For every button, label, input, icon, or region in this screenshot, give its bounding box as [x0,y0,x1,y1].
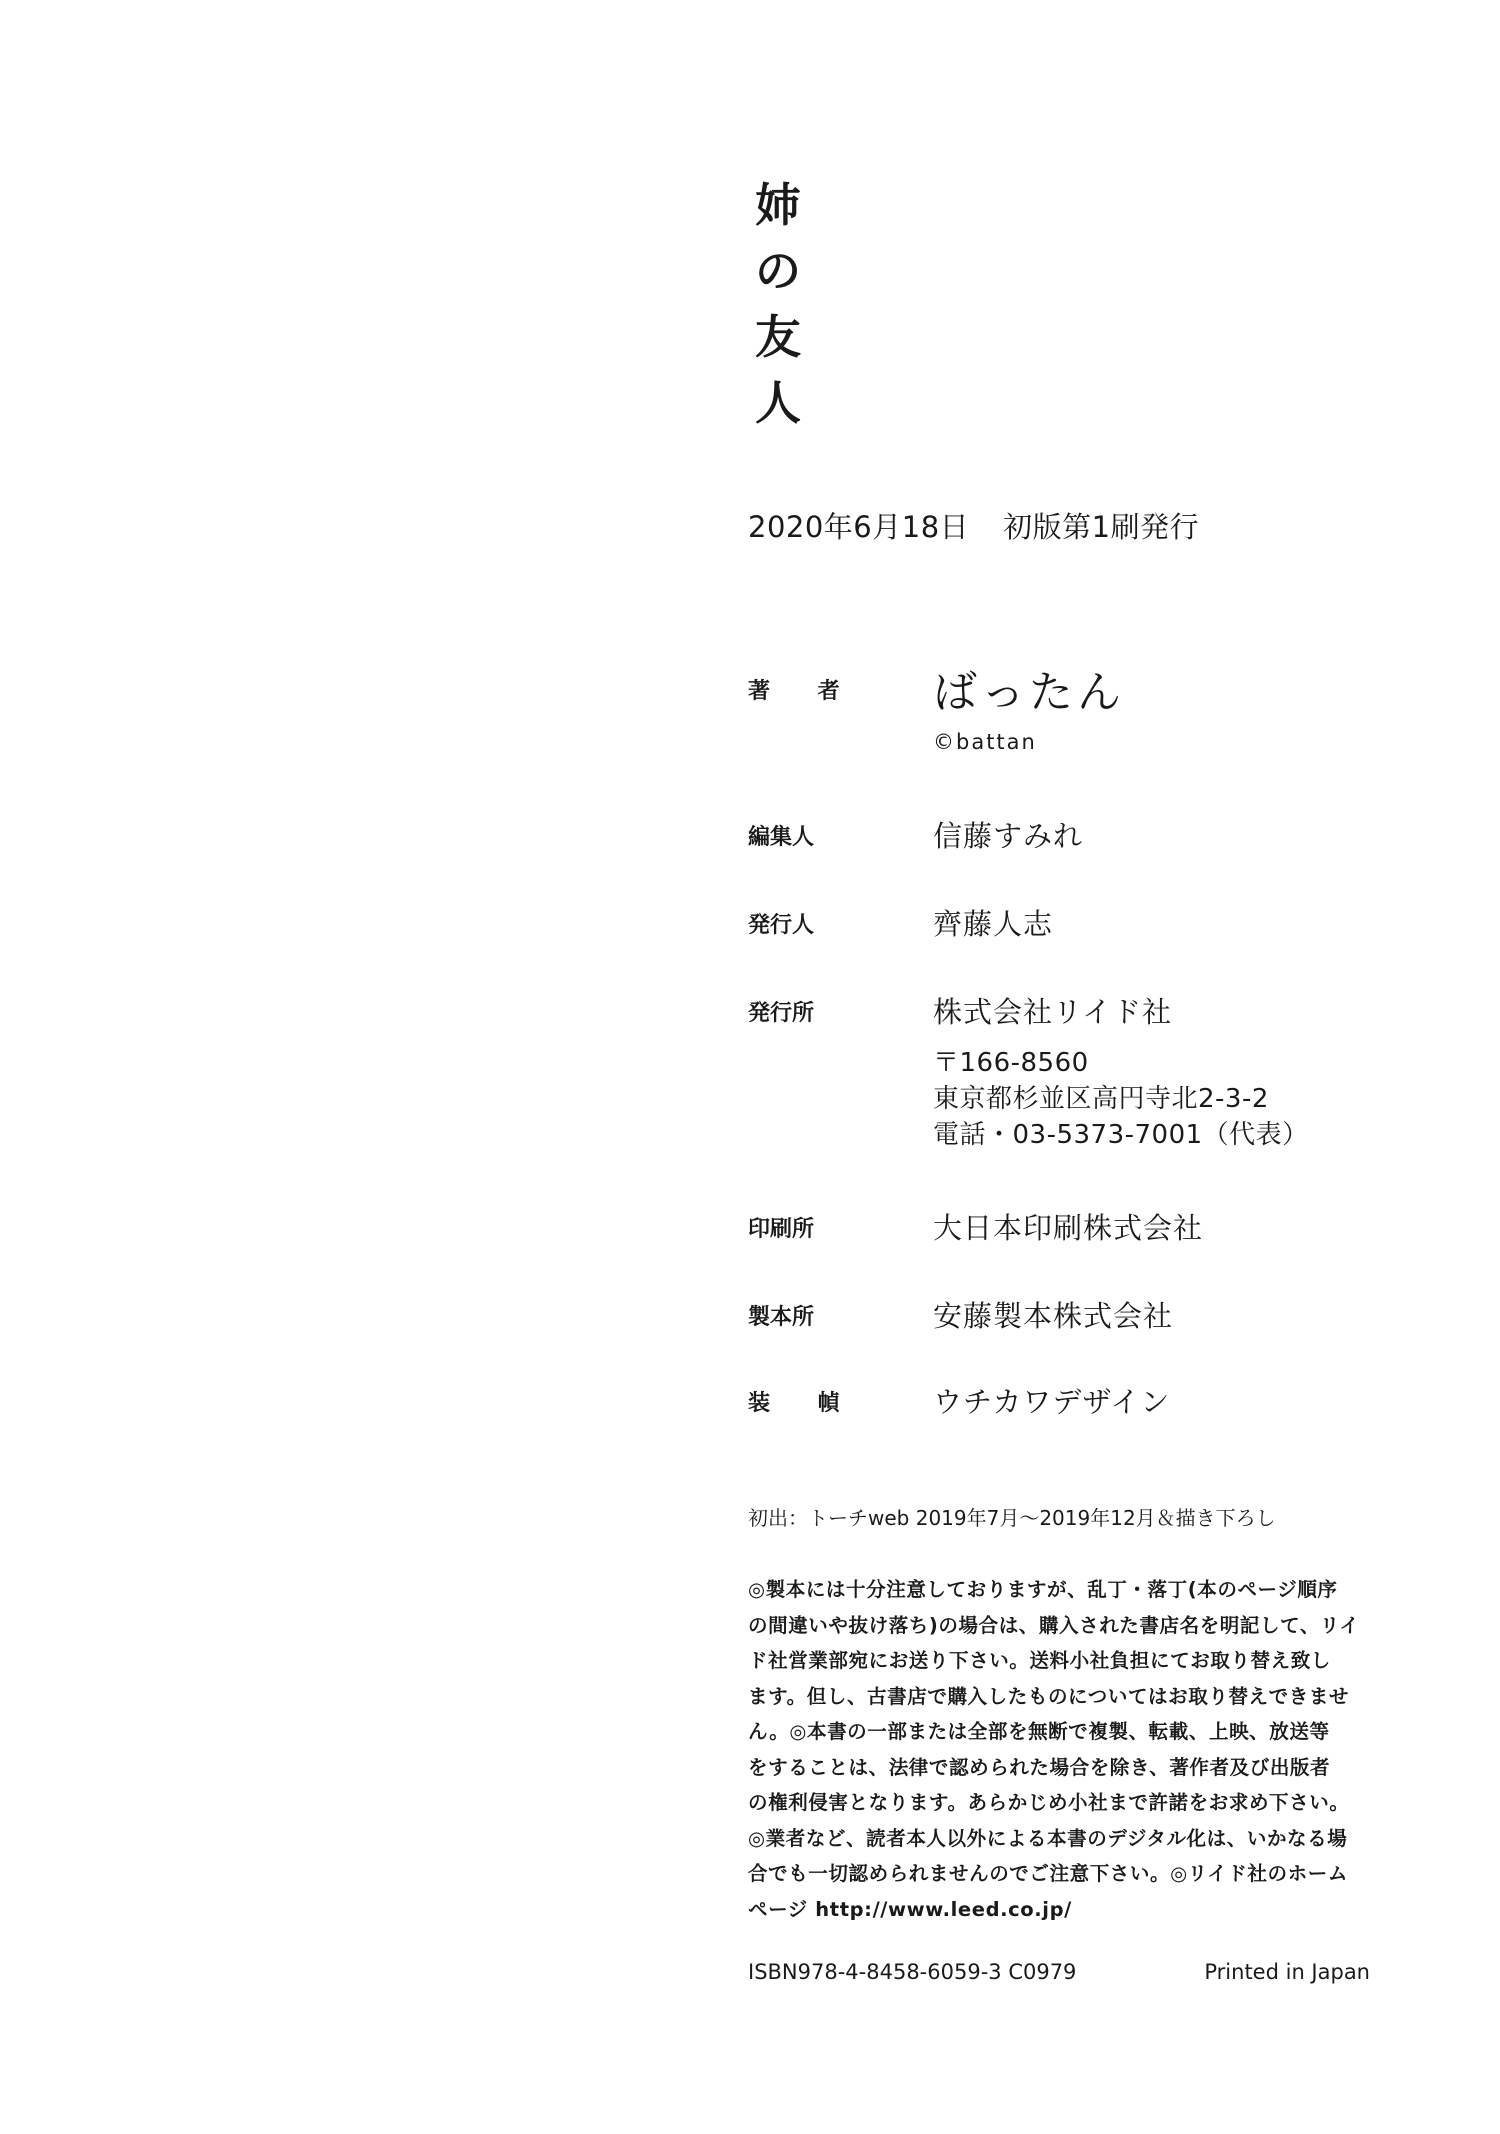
author-label: 著 者 [748,679,860,704]
notice-line: の権利侵害となります。あらかじめ小社まで許諾をお求め下さい。 [748,1791,1350,1814]
title-char: 友 [755,310,801,364]
notice-line: ます。但し、古書店で購入したものについてはお取り替えできませ [748,1684,1350,1708]
book-title [748,172,808,436]
binder-name: 安藤製本株式会社 [933,1299,1174,1333]
editor-name: 信藤すみれ [933,819,1084,853]
notice-line: ◎業者など、読者本人以外による本書のデジタル化は、いかなる場 [748,1826,1348,1850]
notice-line: の間違いや抜け落ち)の場合は、購入された書店名を明記して、リイ [748,1613,1360,1637]
design-name: ウチカワデザイン [933,1385,1171,1419]
edition-text: 初版第1刷発行 [1003,510,1200,544]
notice-line: ページ http://www.leed.co.jp/ [748,1897,1072,1921]
edition-date: 2020年6月18日 [748,510,970,544]
printer-label: 印刷所 [748,1217,815,1242]
binder-label: 製本所 [748,1305,815,1330]
isbn: ISBN978-4-8458-6059-3 C0979 [748,1960,1077,1984]
printed-in: Printed in Japan [1204,1960,1370,1984]
author-copyright: ©battan [933,730,1037,754]
notice-line: をすることは、法律で認められた場合を除き、著作者及び出版者 [748,1755,1331,1779]
publisher-address: 東京都杉並区高円寺北2-3-2 [933,1084,1269,1114]
publisher-label: 発行所 [748,1001,815,1026]
publisher-name: 株式会社リイド社 [933,995,1173,1029]
publisher-postal: 〒166-8560 [933,1048,1089,1078]
notice-line: ◎製本には十分注意しておりますが、乱丁・落丁(本のページ順序 [748,1578,1338,1601]
title-char: の [755,244,801,298]
legal-notice [748,1572,1373,1927]
notice-line: ド社営業部宛にお送り下さい。送料小社負担にてお取り替え致し [748,1649,1331,1672]
issuer-label: 発行人 [748,913,815,938]
title-char: 姉 [755,178,801,232]
title-char: 人 [755,376,801,430]
publisher-phone: 電話・03-5373-7001（代表） [933,1120,1309,1150]
edition-line [748,505,1199,546]
printer-name: 大日本印刷株式会社 [933,1211,1204,1245]
notice-line: ん。◎本書の一部または全部を無断で複製、転載、上映、放送等 [748,1720,1330,1743]
design-label: 装 幀 [748,1391,860,1416]
author-name: ばったん [933,667,1125,718]
issuer-name: 齊藤人志 [933,907,1054,941]
editor-label: 編集人 [748,825,815,850]
first-publication: 初出：トーチweb 2019年7月〜2019年12月＆描き下ろし [748,1506,1276,1530]
notice-line: 合でも一切認められませんのでご注意下さい。◎リイド社のホーム [748,1862,1348,1885]
